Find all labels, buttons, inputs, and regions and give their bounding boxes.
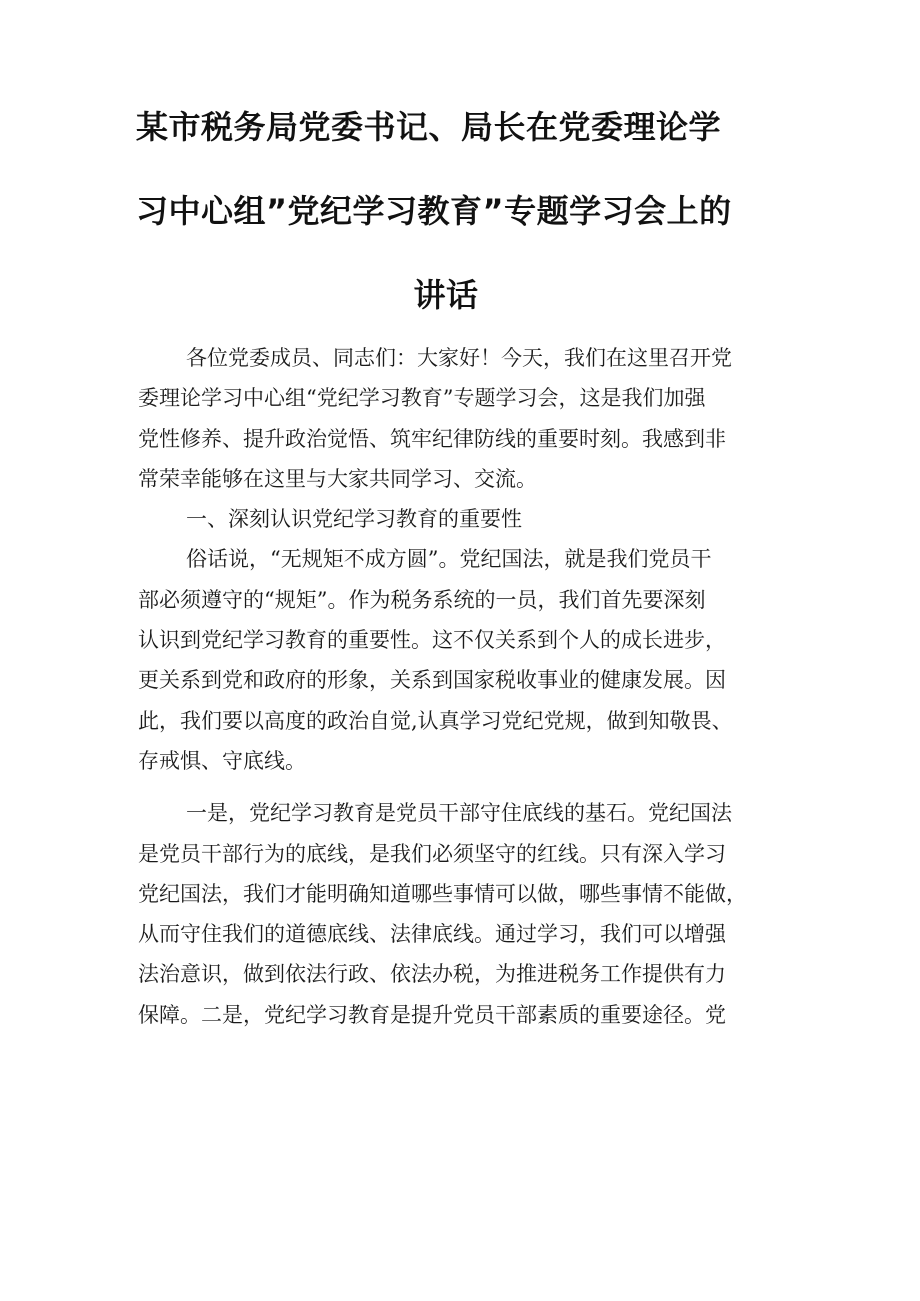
text-line: 是党员干部行为的底线，是我们必须坚守的红线。只有深入学习 [138,841,726,866]
text-line: 委理论学习中心组“党纪学习教育”专题学习会，这是我们加强 [138,386,706,411]
text-line: 各位党委成员、同志们：大家好！今天，我们在这里召开党 [186,346,732,370]
title-line-2: 习中心组”党纪学习教育”专题学习会上的 [136,192,732,230]
section-heading-1 [138,499,790,539]
paragraph-greeting [138,338,790,499]
text-line: 更关系到党和政府的形象，关系到国家税收事业的健康发展。因 [138,668,726,693]
text-line: 俗话说，“无规矩不成方圆”。党纪国法，就是我们党员干 [186,547,712,572]
text-line: 此，我们要以高度的政治自觉,认真学习党纪党规，做到知敬畏、 [138,708,733,733]
text-line: 存戒惧、守底线。 [138,748,306,773]
text-line: 常荣幸能够在这里与大家共同学习、交流。 [138,466,537,491]
text-line: 党纪国法，我们才能明确知道哪些事情可以做，哪些事情不能做， [138,881,747,906]
section-heading-text: 一、深刻认识党纪学习教育的重要性 [186,507,522,532]
document-title [136,106,796,358]
title-line-1: 某市税务局党委书记、局长在党委理论学 [136,108,722,146]
text-line: 党性修养、提升政治觉悟、筑牢纪律防线的重要时刻。我感到非 [138,426,726,451]
text-line: 从而守住我们的道德底线、法律底线。通过学习，我们可以增强 [138,922,726,947]
document-body [138,338,790,1035]
text-line: 部必须遵守的“规矩”。作为税务系统的一员，我们首先要深刻 [138,587,706,612]
paragraph-points [138,793,790,1035]
title-line-3: 讲话 [413,276,479,314]
text-line: 一是，党纪学习教育是党员干部守住底线的基石。党纪国法 [186,801,732,826]
text-line: 认识到党纪学习教育的重要性。这不仅关系到个人的成长进步， [138,628,726,653]
paragraph-rules [138,539,790,781]
text-line: 保障。二是，党纪学习教育是提升党员干部素质的重要途径。党 [138,1002,726,1027]
text-line: 法治意识，做到依法行政、依法办税，为推进税务工作提供有力 [138,962,726,987]
